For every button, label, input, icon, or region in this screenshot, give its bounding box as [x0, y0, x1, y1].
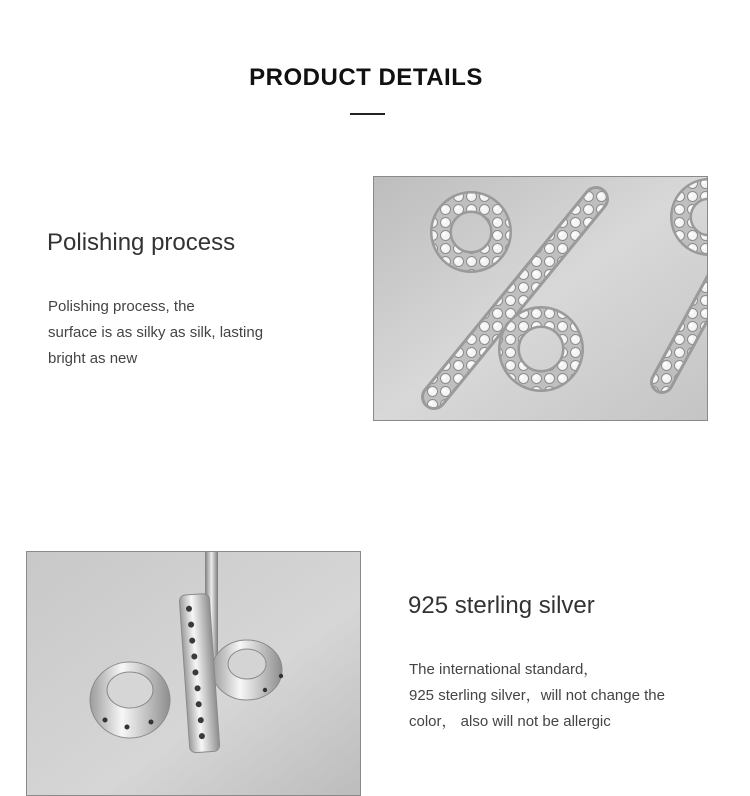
description-line: color， also will not be allergic [409, 713, 611, 730]
section-title: 925 sterling silver [408, 592, 595, 619]
percent-earrings-photo [373, 176, 708, 421]
description-line: The international standard， [409, 661, 599, 678]
stud-earring-photo [26, 551, 361, 796]
stud-earring-image [27, 552, 361, 796]
heading-divider [350, 113, 385, 115]
description-line: bright as new [48, 350, 138, 367]
section-description [409, 657, 665, 735]
page-heading: PRODUCT DETAILS [249, 64, 483, 91]
description-line: surface is as silky as silk, lasting [48, 324, 264, 341]
section-title: Polishing process [47, 229, 236, 256]
section-description [48, 294, 263, 372]
description-line: 925 sterling silver，will not change the [409, 687, 665, 704]
percent-earrings-image [374, 177, 708, 421]
description-line: Polishing process, the [48, 298, 195, 315]
